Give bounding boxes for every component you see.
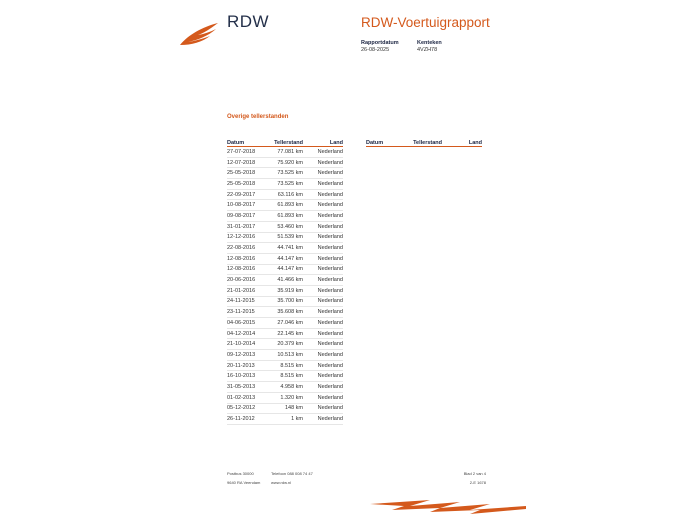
table-row xyxy=(227,147,343,158)
table-header-row xyxy=(227,138,343,147)
footer-code: 2-E 1678 xyxy=(469,480,486,485)
cell-odometer: 35.700 km xyxy=(271,296,303,307)
table-row xyxy=(227,211,343,222)
cell-country: Nederland xyxy=(303,168,343,179)
cell-odometer: 44.741 km xyxy=(271,243,303,254)
cell-country: Nederland xyxy=(303,339,343,350)
table-row xyxy=(227,296,343,307)
table-row xyxy=(227,221,343,232)
cell-odometer: 51.539 km xyxy=(271,232,303,243)
cell-country: Nederland xyxy=(303,403,343,414)
cell-date: 31-01-2017 xyxy=(227,221,271,232)
cell-odometer: 61.893 km xyxy=(271,211,303,222)
table-row xyxy=(227,168,343,179)
table-row xyxy=(227,339,343,350)
cell-odometer: 61.893 km xyxy=(271,200,303,211)
cell-odometer: 73.525 km xyxy=(271,179,303,190)
column-header-date: Datum xyxy=(227,138,271,147)
column-header-odometer: Tellerstand xyxy=(271,138,303,147)
table-row xyxy=(227,382,343,393)
cell-country: Nederland xyxy=(303,264,343,275)
cell-date: 09-08-2017 xyxy=(227,211,271,222)
cell-odometer: 27.046 km xyxy=(271,318,303,329)
cell-date: 12-07-2018 xyxy=(227,157,271,168)
cell-country: Nederland xyxy=(303,296,343,307)
cell-country: Nederland xyxy=(303,179,343,190)
cell-odometer: 77.081 km xyxy=(271,147,303,158)
table-row xyxy=(227,350,343,361)
cell-country: Nederland xyxy=(303,243,343,254)
cell-country: Nederland xyxy=(303,307,343,318)
table-row xyxy=(227,403,343,414)
footer-page-number: Blad 2 van 4 xyxy=(463,471,486,476)
cell-country: Nederland xyxy=(303,157,343,168)
cell-country: Nederland xyxy=(303,328,343,339)
footer-address-line1: Postbus 30000 xyxy=(227,471,254,476)
cell-country: Nederland xyxy=(303,285,343,296)
cell-odometer: 35.608 km xyxy=(271,307,303,318)
table-row xyxy=(227,307,343,318)
cell-date: 12-08-2016 xyxy=(227,264,271,275)
cell-country: Nederland xyxy=(303,221,343,232)
column-header-country: Land xyxy=(442,138,482,147)
table-row xyxy=(227,264,343,275)
table-row xyxy=(227,371,343,382)
cell-date: 27-07-2018 xyxy=(227,147,271,158)
logo-text: RDW xyxy=(227,12,270,31)
cell-country: Nederland xyxy=(303,211,343,222)
table-row xyxy=(227,243,343,254)
table-row xyxy=(227,189,343,200)
cell-odometer: 44.147 km xyxy=(271,264,303,275)
report-title: RDW-Voertuigrapport xyxy=(361,15,490,30)
cell-date: 22-08-2016 xyxy=(227,243,271,254)
footer-address-line2: 9640 RA Veendam xyxy=(227,480,261,485)
cell-date: 12-12-2016 xyxy=(227,232,271,243)
table-row xyxy=(227,285,343,296)
table-row xyxy=(227,328,343,339)
cell-date: 25-05-2018 xyxy=(227,168,271,179)
table-row xyxy=(227,253,343,264)
rdw-logo-icon xyxy=(178,21,220,47)
report-date-value: 26-08-2025 xyxy=(361,47,390,53)
cell-country: Nederland xyxy=(303,371,343,382)
cell-country: Nederland xyxy=(303,189,343,200)
cell-odometer: 75.920 km xyxy=(271,157,303,168)
footer-phone: Telefoon 088 008 74 47 xyxy=(271,471,313,476)
cell-odometer: 20.379 km xyxy=(271,339,303,350)
cell-odometer: 1 km xyxy=(271,414,303,425)
cell-odometer: 22.145 km xyxy=(271,328,303,339)
column-header-date: Datum xyxy=(366,138,410,147)
table-row xyxy=(227,360,343,371)
cell-odometer: 148 km xyxy=(271,403,303,414)
table-row xyxy=(227,157,343,168)
cell-date: 20-11-2013 xyxy=(227,360,271,371)
cell-country: Nederland xyxy=(303,382,343,393)
cell-date: 16-10-2013 xyxy=(227,371,271,382)
cell-country: Nederland xyxy=(303,232,343,243)
cell-date: 04-06-2015 xyxy=(227,318,271,329)
cell-country: Nederland xyxy=(303,392,343,403)
odometer-table xyxy=(227,138,343,425)
cell-country: Nederland xyxy=(303,147,343,158)
table-row xyxy=(227,275,343,286)
cell-date: 04-12-2014 xyxy=(227,328,271,339)
cell-date: 21-10-2014 xyxy=(227,339,271,350)
cell-date: 26-11-2012 xyxy=(227,414,271,425)
cell-odometer: 44.147 km xyxy=(271,253,303,264)
cell-date: 05-12-2012 xyxy=(227,403,271,414)
cell-date: 25-05-2018 xyxy=(227,179,271,190)
cell-date: 21-01-2016 xyxy=(227,285,271,296)
cell-odometer: 73.525 km xyxy=(271,168,303,179)
table-row xyxy=(227,392,343,403)
cell-date: 09-12-2013 xyxy=(227,350,271,361)
cell-date: 01-02-2013 xyxy=(227,392,271,403)
odometer-table-continued xyxy=(366,138,482,147)
cell-date: 10-08-2017 xyxy=(227,200,271,211)
cell-country: Nederland xyxy=(303,200,343,211)
table-row xyxy=(227,200,343,211)
cell-odometer: 63.116 km xyxy=(271,189,303,200)
cell-odometer: 35.919 km xyxy=(271,285,303,296)
cell-odometer: 8.515 km xyxy=(271,360,303,371)
cell-date: 20-06-2016 xyxy=(227,275,271,286)
cell-date: 31-05-2013 xyxy=(227,382,271,393)
section-title: Overige tellerstanden xyxy=(227,114,289,120)
cell-date: 22-09-2017 xyxy=(227,189,271,200)
cell-country: Nederland xyxy=(303,350,343,361)
cell-date: 24-11-2015 xyxy=(227,296,271,307)
cell-country: Nederland xyxy=(303,253,343,264)
cell-country: Nederland xyxy=(303,414,343,425)
cell-country: Nederland xyxy=(303,360,343,371)
rdw-stripes-icon xyxy=(370,496,526,514)
table-row xyxy=(227,179,343,190)
cell-date: 12-08-2016 xyxy=(227,253,271,264)
cell-odometer: 41.466 km xyxy=(271,275,303,286)
cell-odometer: 53.460 km xyxy=(271,221,303,232)
table-row xyxy=(227,318,343,329)
cell-odometer: 1.320 km xyxy=(271,392,303,403)
cell-odometer: 4.958 km xyxy=(271,382,303,393)
table-row xyxy=(227,414,343,425)
cell-odometer: 8.515 km xyxy=(271,371,303,382)
plate-label: Kenteken xyxy=(417,40,442,46)
report-date-label: Rapportdatum xyxy=(361,40,399,46)
plate-value: 4VZH78 xyxy=(417,47,438,53)
cell-country: Nederland xyxy=(303,275,343,286)
footer-website: www.rdw.nl xyxy=(271,480,292,485)
cell-date: 23-11-2015 xyxy=(227,307,271,318)
table-header-row xyxy=(366,138,482,147)
cell-country: Nederland xyxy=(303,318,343,329)
column-header-odometer: Tellerstand xyxy=(410,138,442,147)
cell-odometer: 10.513 km xyxy=(271,350,303,361)
table-row xyxy=(227,232,343,243)
column-header-country: Land xyxy=(303,138,343,147)
